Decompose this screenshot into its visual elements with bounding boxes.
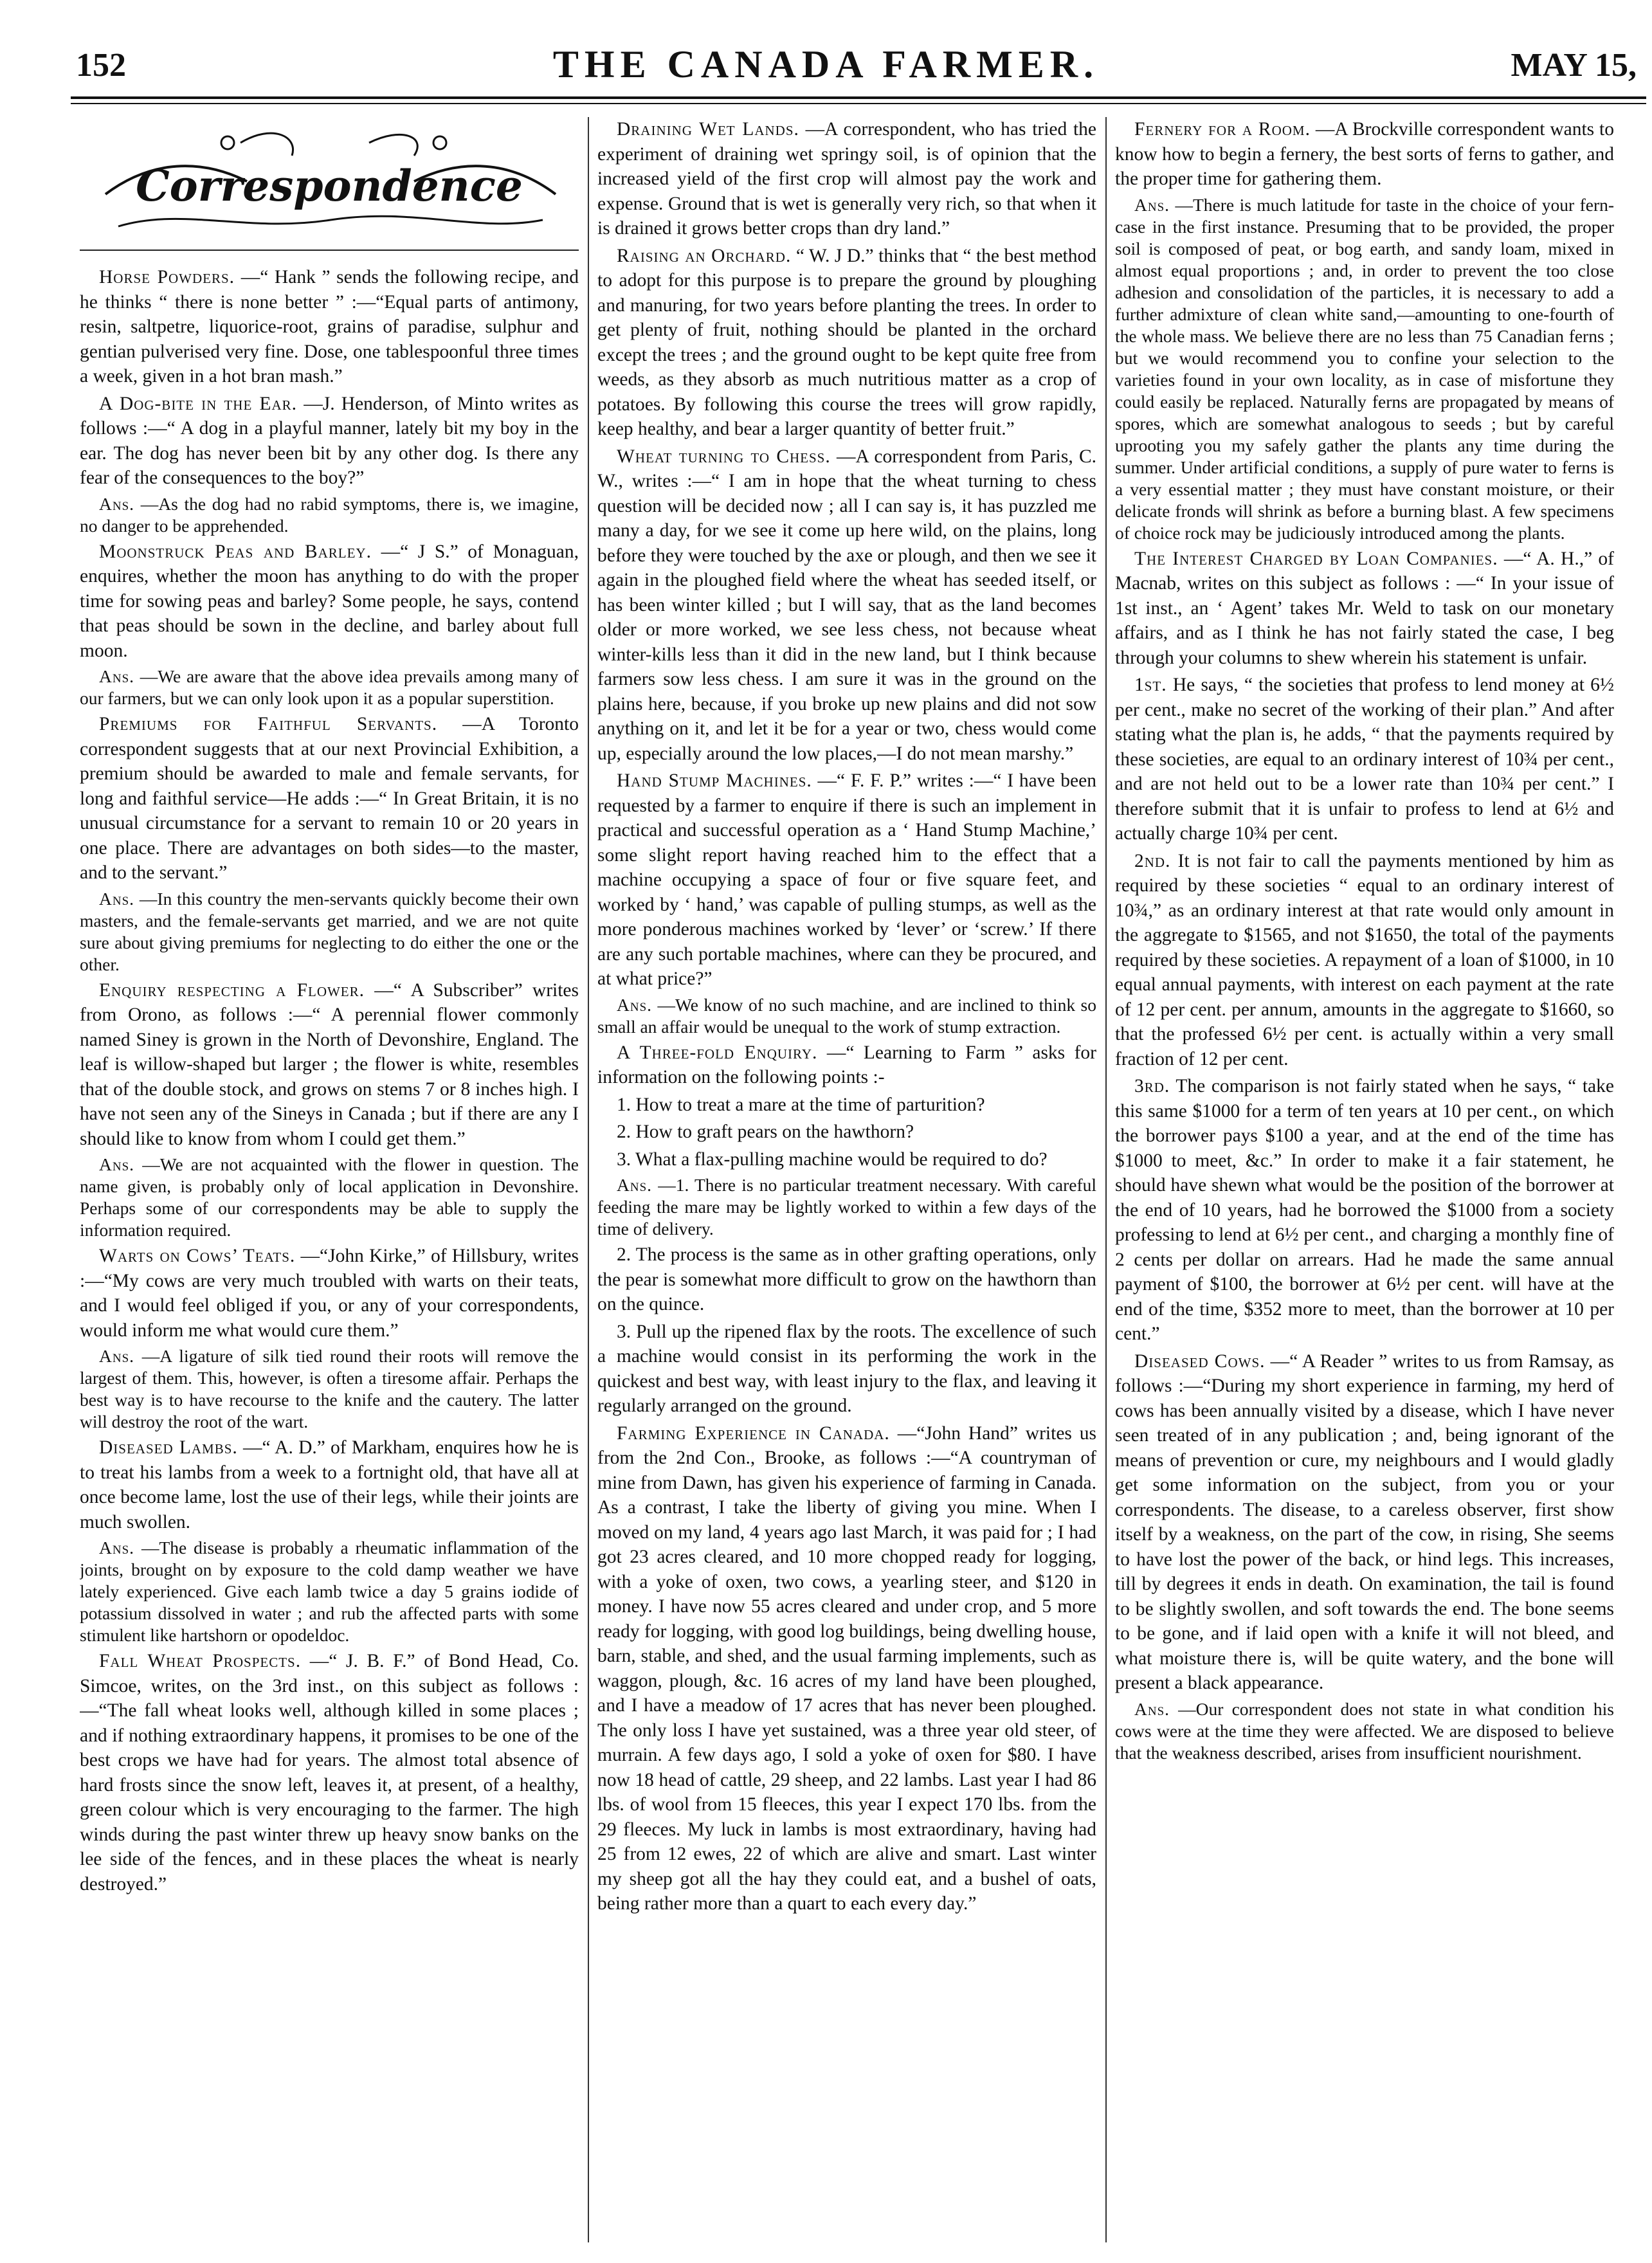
paragraph-heading: Ans. xyxy=(617,994,653,1015)
paragraph xyxy=(1115,849,1614,1072)
paragraph-text: —“ A. H.,” of Macnab, writes on this subject as follows : —“ In your issue of 1st inst., an ‘ Agent’ takes Mr. Weld to task on our monetary affairs, and as I think he has not fairly stated the case, I beg through your columns to shew wherein his statement is unfair. xyxy=(1115,548,1614,668)
paragraph-heading: Fernery for a Room. xyxy=(1134,119,1311,140)
paragraph-text: —A correspondent, who has tried the experiment of draining wet springy soil, is of opinion that the increased yield of the first crop will almost pay the work and expense. Ground that is wet is generally very rich, so that when it is drained it grows better crops than dry land.” xyxy=(597,119,1096,239)
paragraph xyxy=(80,888,579,976)
paragraph xyxy=(80,978,579,1152)
paragraph xyxy=(1115,673,1614,846)
paragraph xyxy=(597,1093,1096,1118)
paragraph xyxy=(80,1649,579,1896)
paragraph-heading: Enquiry respecting a Flower. xyxy=(99,979,365,1001)
column-text xyxy=(80,265,579,1896)
paragraph-text: —As the dog had no rabid symptoms, there is, we imagine, no danger to be apprehended. xyxy=(80,493,579,536)
paragraph xyxy=(80,540,579,664)
masthead-rule-thin xyxy=(71,103,1646,104)
paragraph-text: —“ F. F. P.” writes :—“ I have been requested by a farmer to enquire if there is such an implement in practical and successful operation as a ‘ Hand Stump Machine,’ some slight report having reached him to the effect that a machine occupying a space of four or five square feet, and worked by ‘ hand,’ was capable of pulling stumps, as well as the more ponderous machines worked by ‘lever’ or ‘screw.’ If there are any such portable machines, where can they be procured, and at what price?” xyxy=(597,770,1096,989)
paragraph-text: —We are not acquainted with the flower in question. The name given, is probably only of local application in Devonshire. Perhaps some of our correspondents may be able to supply the information required. xyxy=(80,1154,579,1240)
paragraph-heading: Warts on Cows’ Teats. xyxy=(99,1246,296,1266)
paragraph-heading: Ans. xyxy=(99,493,135,514)
correspondence-heading-ornament xyxy=(80,117,579,239)
paragraph-heading: Moonstruck Peas and Barley. xyxy=(99,541,372,562)
paragraph xyxy=(597,994,1096,1038)
paragraph-text: —“ A. D.” of Markham, enquires how he is to treat his lambs from a week to a fortnight old, that have all at once become lame, lost the use of their legs, while their joints are much swollen. xyxy=(80,1437,579,1532)
paragraph-heading: 2nd. xyxy=(1134,850,1171,871)
paragraph xyxy=(80,666,579,709)
paragraph xyxy=(597,1174,1096,1240)
paragraph-text: —“John Kirke,” of Hillsbury, writes :—“My cows are very much troubled with warts on their teats, and I would feel obliged if you, or any of your correspondents, would inform me what would cure them.” xyxy=(80,1246,579,1341)
paragraph xyxy=(80,493,579,537)
paragraph-text: —“ A Reader ” writes to us from Ramsay, as follows :—“During my short experience in farming, my herd of cows has been annually visited by a disease, which I have never seen treated of in any publication ; and, being ignorant of the means of prevention or cure, my neighbours and I would gladly get some information on the subject, from you or your correspondents. The disease, to a careless observer, first show itself by a weakness, on the part of the cow, in rising, She seems to have lost the power of the back, or hind legs. This increases, till by degrees it ends in death. On examination, the tail is found to be slightly swollen, and soft towards the end. The bone seems to be gone, and if laid open with a knife it will not bleed, and what moisture there is, will be quite watery, and the bone will present a black appearance. xyxy=(1115,1350,1614,1693)
paragraph-heading: Ans. xyxy=(99,1154,135,1174)
paragraph-heading: Draining Wet Lands. xyxy=(617,119,799,140)
paragraph-text: —J. Henderson, of Minto writes as follows :—“ A dog in a playful manner, lately bit my boy in the ear. The dog has never been bit by any other dog. Is there any fear of the consequences to the boy?” xyxy=(80,393,579,488)
paragraph-text: —We know of no such machine, and are inclined to think so small an affair would be unequal to the work of stump extraction. xyxy=(597,994,1096,1037)
paragraph-text: —A ligature of silk tied round their roots will remove the largest of them. This, however, is often a tiresome affair. Perhaps the best way is to have recourse to the knife and the cautery. The latter will destroy the root of the wart. xyxy=(80,1346,579,1431)
paragraph-text: —A correspondent from Paris, C. W., writes :—“ I am in hope that the wheat turning to chess question will be decided now ; all I can say is, it has puzzled me many a day, for we see it come up here wild, on the plains, long before they were touched by the axe or plough, and then we see it again in the ploughed field where the wheat has seeded itself, or has been winter killed ; but I will say, that as the land becomes older or more worked, we see less chess, not because wheat winter-kills less than it did in the new land, but I think because farmers sow less chess. I am sure it was in the ground on the plains here, because, if you broke up new plains and did not sow anything on it, and let it be for a year or two, chess would come up, especially around the low places,—I do not mean marshy.” xyxy=(597,446,1096,764)
paragraph-text: —“ Hank ” sends the following recipe, and he thinks “ there is none better ” :—“Equal parts of antimony, resin, saltpetre, liquorice-root, grains of paradise, sulphur and gentian pulverised very fine. Dose, one tablespoonful three times a week, given in a hot bran mash.” xyxy=(80,267,579,386)
paragraph-text: —“John Hand” writes us from the 2nd Con., Brooke, as follows :—“A countryman of mine from Dawn, has given his experience of farming in Canada. As a contrast, I take the liberty of giving you mine. When I moved on my land, 4 years ago last March, it was paid for ; I had got 23 acres cleared, and 10 more chopped ready for logging, with a yoke of oxen, two cows, a yearling steer, and $120 in money. I have now 55 acres cleared and under crop, and 5 more ready for logging, with good log buildings, being dwelling house, barn, stable, and shed, and the usual farming implements, such as waggon, plough, &c. 16 acres of my land have been ploughed, and I have a meadow of 17 acres that has never been ploughed. The only loss I have yet sustained, was a three year old steer, of murrain. A few days ago, I sold a yoke of oxen for $80. I have now 18 head of cattle, 29 sheep, and 22 lambs. Last year I had 86 lbs. of wool from 15 fleeces, this year I expect 170 lbs. from the 29 fleeces. My luck in lambs is most extraordinary, having had 25 from 12 ewes, 22 of which are alive and smart. Last winter my sheep got all the hay they could eat, and a bushel of oats, being rather more than a quart to each every day.” xyxy=(597,1422,1096,1914)
paragraph-text: “ W. J D.” thinks that “ the best method to adopt for this purpose is to prepare the ground by ploughing and manuring, for two years before planting the trees. In order to get plenty of fruit, nothing should be planted in the orchard except the trees ; and the ground ought to be kept quite free from weeds, as they absorb as much nutritious matter as a crop of potatoes. By following this course the trees will grow rapidly, keep healthy, and bear a larger quantity of better fruit.” xyxy=(597,245,1096,439)
heading-rule xyxy=(80,250,579,251)
paragraph-text: —“ J. B. F.” of Bond Head, Co. Simcoe, writes, on the 3rd inst., on this subject as follows :—“The fall wheat looks well, although killed in some places ; and if nothing extraordinary happens, it promises to be one of the best crops we have had for years. The almost total absence of hard frosts since the snow left, leaves it, at present, of a healthy, green colour which is very encouraging to the farmer. The high winds during the past winter threw up heavy snow banks on the lee side of the fences, and in these places the wheat is nearly destroyed.” xyxy=(80,1651,579,1895)
paragraph xyxy=(80,712,579,886)
paragraph-heading: Ans. xyxy=(99,1538,135,1558)
paragraph-text: —We are aware that the above idea prevails among many of our farmers, but we can only look upon it as a popular superstition. xyxy=(80,666,579,708)
paragraph-heading: Ans. xyxy=(99,888,135,909)
masthead-rule xyxy=(71,96,1646,99)
paragraph-text: —In this country the men-servants quickly become their own masters, and the female-servants get married, and we are not quite sure about giving premiums for neglecting to do either the one or the other. xyxy=(80,888,579,974)
paragraph xyxy=(1115,117,1614,192)
paragraph-text: It is not fair to call the payments mentioned by him as required by these societies “ equal to an ordinary interest of 10¾,” as an ordinary interest at that rate would only amount in the aggregate to $1565, and not $1650, the total of the payments required by these societies. A repayment of a loan of $1000, in 10 equal annual payments, with interest on each payment at the rate of 12 per cent. per annum, amounts in the aggregate to $1660, so that the professed 6½ per cent. is actually within a very small fraction of 12 per cent. xyxy=(1115,850,1614,1069)
column-3 xyxy=(1115,117,1614,2242)
paragraph-text: 1. How to treat a mare at the time of parturition? xyxy=(617,1094,985,1115)
paragraph xyxy=(597,1421,1096,1916)
paragraph-heading: The Interest Charged by Loan Companies. xyxy=(1134,548,1498,569)
paragraph-heading: Ans. xyxy=(1134,1698,1170,1719)
paragraph-heading: Ans. xyxy=(1134,194,1170,215)
column-text xyxy=(597,117,1096,1916)
paragraph xyxy=(1115,194,1614,544)
paragraph xyxy=(597,444,1096,767)
paragraph xyxy=(597,1320,1096,1419)
paragraph-text: —“ Learning to Farm ” asks for information on the following points :- xyxy=(597,1042,1096,1087)
column-divider xyxy=(1105,117,1107,2242)
paragraph-text: —“ J S.” of Monaguan, enquires, whether the moon has anything to do with the proper time for sowing peas and barley? Some people, he says, contend that peas should be sown in the decline, and barley about full moon. xyxy=(80,541,579,661)
paragraph-heading: Premiums for Faithful Servants. xyxy=(99,714,438,734)
paragraph-heading: Horse Powders. xyxy=(99,267,235,287)
paragraph xyxy=(80,1244,579,1343)
paragraph xyxy=(597,1041,1096,1090)
paragraph xyxy=(80,1435,579,1534)
paragraph-heading: Farming Experience in Canada. xyxy=(617,1422,890,1444)
paragraph-heading: 1st. xyxy=(1134,675,1167,695)
paragraph xyxy=(1115,1074,1614,1347)
paragraph-heading: Diseased Cows. xyxy=(1134,1350,1266,1372)
paragraph xyxy=(597,1147,1096,1172)
column-2 xyxy=(597,117,1096,2242)
paragraph-text: —There is much latitude for taste in the choice of your fern-case in the first instance. Presuming that to be provided, the proper soil is composed of peat, or bog earth, and sandy loam, mixed in almost equal proportions ; and, in order to prevent the too close adhesion and consolidation of the particles, it is necessary to add a further admixture of clean white sand,—amounting to one-fourth of the whole mass. We believe there are no less than 75 Canadian ferns ; but we would recommend you to confine your selection to the varieties found in your own locality, as in case of misfortune they could easily be replaced. Naturally ferns are propagated by means of spores, which are somewhat analogous to seeds ; but by careful uprooting you my safely gather the plants any time during the summer. Under artificial conditions, a supply of pure water to ferns is a very essential matter ; they must have constant moisture, or their delicate fronds will shrink as before a burning blast. A few specimens of choice rock may be judiciously introduced among the plants. xyxy=(1115,194,1614,543)
page-number: 152 xyxy=(76,47,126,84)
paragraph-text: —The disease is probably a rheumatic inflammation of the joints, brought on by exposure to the cold damp weather we have lately experienced. Give each lamb twice a day 5 grains iodide of potassium dissolved in water ; and rub the affected parts with some stimulent like hartshorn or opodeldoc. xyxy=(80,1538,579,1645)
paragraph xyxy=(597,1120,1096,1145)
paragraph xyxy=(1115,1349,1614,1696)
paragraph xyxy=(80,1537,579,1646)
column-divider xyxy=(588,117,589,2242)
paragraph-heading: A Three-fold Enquiry. xyxy=(617,1042,818,1063)
newspaper-title: THE CANADA FARMER. xyxy=(552,43,1100,86)
paragraph-heading: Raising an Orchard. xyxy=(617,245,792,266)
paragraph xyxy=(597,1242,1096,1317)
paragraph xyxy=(80,392,579,491)
paragraph xyxy=(597,768,1096,992)
paragraph-text: —Our correspondent does not state in what condition his cows were at the time they were affected. We are disposed to believe that the weakness described, arises from insufficient nourishment. xyxy=(1115,1698,1614,1763)
paragraph xyxy=(597,244,1096,442)
section-heading: Correspondence xyxy=(136,161,523,211)
paragraph-heading: Wheat turning to Chess. xyxy=(617,446,831,467)
paragraph-text: —A Brockville correspondent wants to know how to begin a fernery, the best sorts of ferns to gather, and the proper time for gathering them. xyxy=(1115,119,1614,189)
column-text xyxy=(1115,117,1614,1764)
paragraph-text: —“ A Subscriber” writes from Orono, as follows :—“ A perennial flower commonly named Siney is grown in the North of Devonshire, England. The leaf is willow-shaped but larger ; the flower is white, resembles that of the double stock, and grows on stems 7 or 8 inches high. I have not seen any of the Sineys in Canada ; but if there are any I should like to know from whom I could get them.” xyxy=(80,979,579,1149)
paragraph-text: 3. What a flax-pulling machine would be required to do? xyxy=(617,1149,1048,1170)
paragraph-text: He says, “ the societies that profess to lend money at 6½ per cent., make no secret of the working of their plan.” And after stating what the plan is, he adds, “ that the payments required by these societies, are equal to an ordinary interest of 10¾ per cent., and are not held out to be a lower rate than 10¾ per cent.” I therefore submit that it is unfair to profess to lend at 6½ and actually charge 10¾ per cent. xyxy=(1115,675,1614,844)
column-1 xyxy=(80,117,579,2242)
paragraph-text: 2. How to graft pears on the hawthorn? xyxy=(617,1122,914,1142)
paragraph-text: 3. Pull up the ripened flax by the roots. The excellence of such a machine would consist in its performing the work in the quickest and best way, with least injury to the flax, and leaving it regularly arranged on the ground. xyxy=(597,1321,1096,1416)
paragraph xyxy=(80,1345,579,1433)
paragraph-text: —A Toronto correspondent suggests that at our next Provincial Exhibition, a premium should be awarded to male and female servants, for long and faithful service—He adds :—“ In Great Britain, it is no unusual circumstance for a servant to remain 10 or 20 years in one place. There are advantages on both sides—to the master, and to the servant.” xyxy=(80,714,579,883)
paragraph-heading: Ans. xyxy=(99,666,135,686)
paragraph xyxy=(1115,1698,1614,1764)
paragraph-heading: Ans. xyxy=(617,1175,653,1195)
paragraph-text: 2. The process is the same as in other grafting operations, only the pear is somewhat more difficult to grow on the hawthorn than on the quince. xyxy=(597,1244,1096,1314)
paragraph-heading: 3rd. xyxy=(1134,1076,1170,1096)
paragraph-heading: Fall Wheat Prospects. xyxy=(99,1651,302,1671)
paragraph xyxy=(80,1154,579,1241)
paragraph xyxy=(1115,547,1614,671)
paragraph-heading: Diseased Lambs. xyxy=(99,1437,238,1458)
paragraph-heading: A Dog-bite in the Ear. xyxy=(99,393,298,414)
paragraph-heading: Ans. xyxy=(99,1346,135,1366)
issue-date: MAY 15, xyxy=(1511,47,1637,84)
paragraph-text: The comparison is not fairly stated when he says, “ take this same $1000 for a term of ten years at 10 per cent., on which the borrower pays $100 a year, and at the end of the time has $1000 to meet, &c.” In order to make it a fair statement, he should have shewn what would be the position of the borrower at the end of 10 years, had he borrowed the $1000 from a society professing to lend at 6½ per cent., and charging a monthly fine of 2 cents per dollar on arrears. Had he made the same annual payment of $100, the borrower at 6½ per cent. will have at the end of the time, $352 more to meet, than the borrower at 10 per cent.” xyxy=(1115,1076,1614,1344)
paragraph-text: —1. There is no particular treatment necessary. With careful feeding the mare may be lightly worked to within a few days of the time of delivery. xyxy=(597,1175,1096,1239)
paragraph-heading: Hand Stump Machines. xyxy=(617,770,812,791)
paragraph xyxy=(597,117,1096,241)
masthead xyxy=(0,0,1652,113)
paragraph xyxy=(80,265,579,389)
